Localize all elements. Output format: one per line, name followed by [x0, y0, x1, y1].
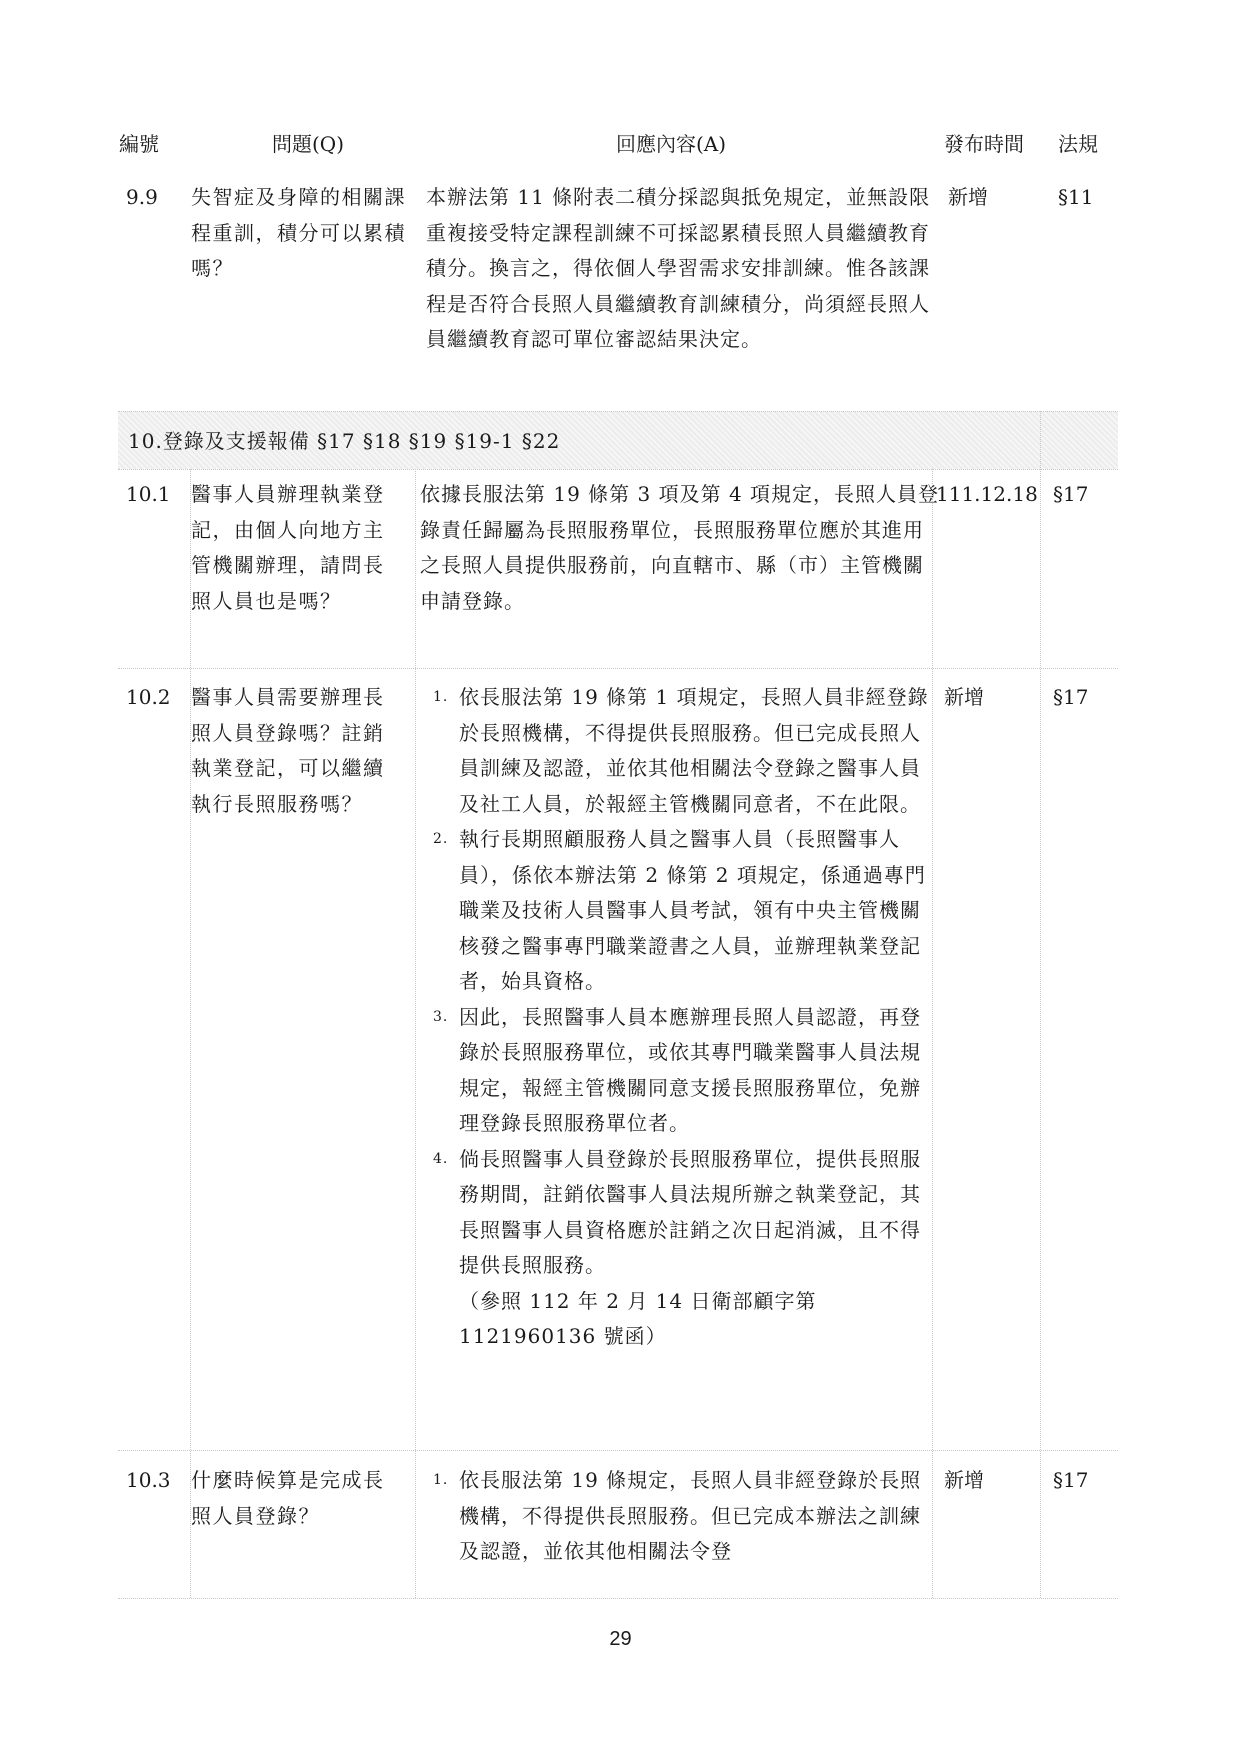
- row-divider: [118, 668, 1118, 669]
- row-id: 10.1: [126, 482, 171, 506]
- row-date: 111.12.18: [936, 482, 1038, 506]
- section-heading: [118, 411, 1118, 469]
- row-question: 醫事人員需要辦理長照人員登錄嗎？註銷執業登記，可以繼續執行長照服務嗎？: [191, 685, 385, 816]
- row-answer: 本辦法第 11 條附表二積分採認與抵免規定，並無設限重複接受特定課程訓練不可採認累積長照人員繼續教育積分。換言之，得依個人學習需求安排訓練。惟各該課程是否符合長照人員繼續教育訓練積分，尚須經長照人員繼續教育認可單位審認結果決定。: [426, 185, 931, 351]
- row-question: 醫事人員辦理執業登記，由個人向地方主管機關辦理，請問長照人員也是嗎？: [191, 482, 385, 613]
- answer-item: [433, 680, 933, 822]
- row-law: §17: [1053, 685, 1089, 709]
- row-question: 失智症及身障的相關課程重訓，積分可以累積嗎？: [191, 185, 406, 280]
- answer-item: [433, 1142, 933, 1284]
- row-divider: [118, 1598, 1118, 1599]
- row-answer: 依據長服法第 19 條第 3 項及第 4 項規定，長照人員登錄責任歸屬為長照服務單位，長照服務單位應於其進用之長照人員提供服務前，向直轄市、縣（市）主管機關申請登錄。: [420, 482, 940, 613]
- row-law: §17: [1053, 1468, 1089, 1492]
- section-title: 10.登錄及支援報備 §17 §18 §19 §19-1 §22: [128, 429, 561, 453]
- row-divider: [118, 1450, 1118, 1451]
- page-number: 29: [609, 1628, 632, 1650]
- table-row-9-9: [118, 180, 1118, 405]
- item-number: 3.: [433, 1008, 449, 1025]
- column-divider: [415, 469, 416, 1598]
- row-answer: [433, 1463, 933, 1570]
- column-divider: [190, 469, 191, 1598]
- row-divider: [118, 411, 1118, 412]
- reference-note: （參照 112 年 2 月 14 日衛部顧字第 1121960136 號函）: [459, 1288, 817, 1348]
- table-row-10-1: [118, 477, 1118, 657]
- item-text: 執行長期照顧服務人員之醫事人員（長照醫事人員），係依本辦法第 2 條第 2 項規定，係通過專門職業及技術人員醫事人員考試，領有中央主管機關核發之醫事專門職業證書之人員，並辦理執業登記者，始具資格。: [459, 827, 926, 993]
- row-date: 新增: [948, 185, 988, 209]
- table-row-10-2: [118, 680, 1118, 1440]
- header-date: 發布時間: [944, 132, 1024, 156]
- header-law: 法規: [1058, 132, 1098, 156]
- item-number: 2.: [433, 831, 449, 847]
- table-header: [0, 128, 1241, 168]
- row-answer: [433, 680, 933, 1355]
- answer-item: [433, 822, 933, 1000]
- item-text: 依長服法第 19 條第 1 項規定，長照人員非經登錄於長照機構，不得提供長照服務。但已完成長照人員訓練及認證，並依其他相關法令登錄之醫事人員及社工人員，於報經主管機關同意者，不在此限。: [459, 685, 929, 816]
- row-id: 10.2: [126, 685, 171, 709]
- answer-item: [433, 1463, 933, 1570]
- row-divider: [118, 469, 1118, 470]
- row-date: 新增: [944, 1468, 984, 1492]
- answer-item: [433, 1000, 933, 1142]
- row-id: 10.3: [126, 1468, 171, 1492]
- item-text: 倘長照醫事人員登錄於長照服務單位，提供長照服務期間，註銷依醫事人員法規所辦之執業登記，其長照醫事人員資格應於註銷之次日起消滅，且不得提供長照服務。: [459, 1146, 921, 1277]
- column-divider: [1040, 411, 1041, 1598]
- row-law: §17: [1053, 482, 1089, 506]
- header-answer: 回應內容(A): [616, 132, 727, 156]
- row-law: §11: [1058, 185, 1094, 209]
- item-text: 依長服法第 19 條規定，長照人員非經登錄於長照機構，不得提供長照服務。但已完成本辦法之訓練及認證，並依其他相關法令登: [459, 1468, 922, 1563]
- item-text: 因此，長照醫事人員本應辦理長照人員認證，再登錄於長照服務單位，或依其專門職業醫事人員法規規定，報經主管機關同意支援長照服務單位，免辦理登錄長照服務單位者。: [459, 1004, 921, 1135]
- row-date: 新增: [944, 685, 984, 709]
- row-question: 什麼時候算是完成長照人員登錄？: [191, 1468, 385, 1528]
- row-id: 9.9: [126, 185, 158, 209]
- item-number: 1.: [433, 1472, 449, 1488]
- column-divider: [932, 469, 933, 1598]
- item-number: 4.: [433, 1150, 449, 1167]
- table-row-10-3: [118, 1463, 1118, 1588]
- header-id: 編號: [119, 132, 159, 156]
- item-number: 1.: [433, 689, 449, 705]
- header-question: 問題(Q): [272, 132, 345, 156]
